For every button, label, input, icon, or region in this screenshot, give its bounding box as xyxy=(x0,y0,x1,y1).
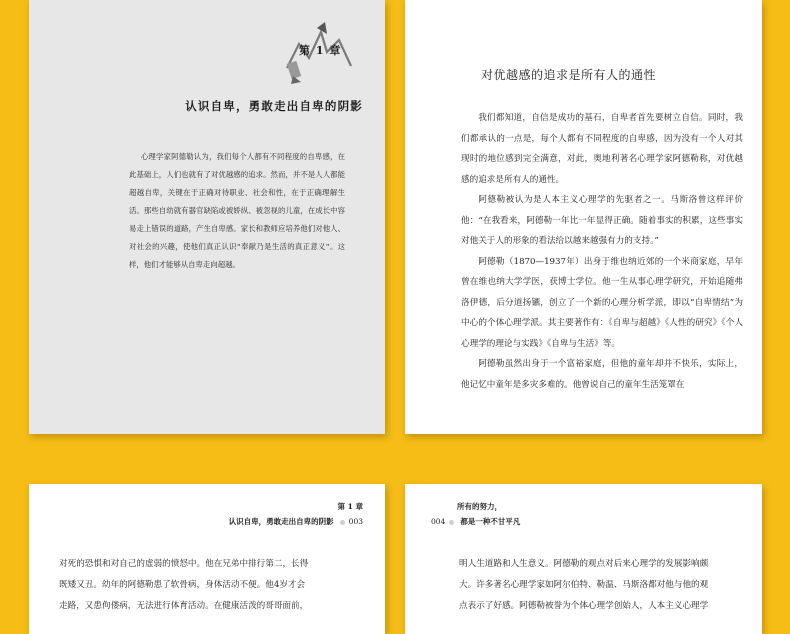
left-page-chapter-opener xyxy=(29,0,385,434)
text-line: 对死的恐惧和对自己的虚弱的愤怒中。他在兄弟中排行第二，长得 xyxy=(59,559,309,569)
body-text xyxy=(461,108,743,395)
page-dot-icon xyxy=(449,520,454,525)
paragraph: 阿德勒被认为是人本主义心理学的先驱者之一。马斯洛曾这样评价他：“在我看来，阿德勒一年比一年显得正确。随着事实的积累，这些事实对他关于人的形象的看法给以越来越强有力的支持。” xyxy=(461,195,743,246)
running-chapter: 第 1 章 xyxy=(337,502,363,511)
text-line: 明人生道路和人生意义。阿德勒的观点对后来心理学的发展影响颇 xyxy=(459,559,709,569)
page-003 xyxy=(29,484,385,634)
text-line: 走路，又患佝偻病，无法进行体育活动。在健康活泼的哥哥面前， xyxy=(59,601,309,611)
running-header xyxy=(431,499,520,529)
page-number: 004 xyxy=(431,517,446,526)
right-page-body xyxy=(405,0,762,434)
running-title-line1: 所有的努力， xyxy=(457,502,502,511)
running-header xyxy=(229,499,363,529)
page-number: 003 xyxy=(348,517,363,526)
paragraph: 我们都知道，自信是成功的基石，自卑者首先要树立自信。同时，我们都承认的一点是，每个人都有不同程度的自卑感，因为没有一个人对其现时的地位感到完全满意，对此，奥地利著名心理学家阿德勒称，对优越感的追求是所有人的通性。 xyxy=(461,113,743,185)
page-dot-icon xyxy=(340,520,345,525)
chapter-number: 第 1 章 xyxy=(299,44,342,57)
section-heading: 对优越感的追求是所有人的通性 xyxy=(481,68,657,82)
paragraph: 阿德勒（1870—1937年）出身于维也纳近郊的一个米商家庭，早年曾在维也纳大学学医，获博士学位。他一生从事心理学研究，开始追随弗洛伊德，后分道扬镳，创立了一个新的心理分析学派，即以“自卑情结”为中心的个体心理学派。其主要著作有：《自卑与超越》《人性的研究》《个人心理学的理论与实践》《自卑与生活》等。 xyxy=(461,256,743,349)
text-line: 既矮又丑。幼年的阿德勒患了软骨病，身体活动不便。他4岁才会 xyxy=(59,580,306,590)
chapter-intro-text: 心理学家阿德勒认为，我们每个人都有不同程度的自卑感，在此基础上，人们也就有了对优越感的追求。然而，并不是人人都能超越自卑，关键在于正确对待职业、社会和性，在于正确理解生活。那些自幼就有器官缺陷或被娇纵、被忽视的儿童，在成长中容易走上错误的道路，产生自卑感。家长和教师应培养他们对他人、对社会的兴趣，使他们真正认识“奉献乃是生活的真正意义”。这样，他们才能够从自卑走向超越。 xyxy=(129,152,345,269)
text-line: 点表示了好感。阿德勒被誉为个体心理学创始人，人本主义心理学 xyxy=(459,601,709,611)
running-title-line2: 都是一种不甘平凡 xyxy=(460,517,521,526)
page-004 xyxy=(405,484,762,634)
text-line: 大。许多著名心理学家如阿尔伯特、勒温、马斯洛都对他与他的观 xyxy=(459,580,709,590)
body-text xyxy=(459,554,743,617)
running-title: 认识自卑，勇敢走出自卑的阴影 xyxy=(228,517,334,526)
chapter-title: 认识自卑，勇敢走出自卑的阴影 xyxy=(185,99,363,113)
paragraph: 阿德勒虽然出身于一个富裕家庭，但他的童年却并不快乐，实际上，他记忆中童年是多灾多难的。他曾说自己的童年生活笼罩在 xyxy=(461,359,743,390)
body-text xyxy=(59,554,367,617)
